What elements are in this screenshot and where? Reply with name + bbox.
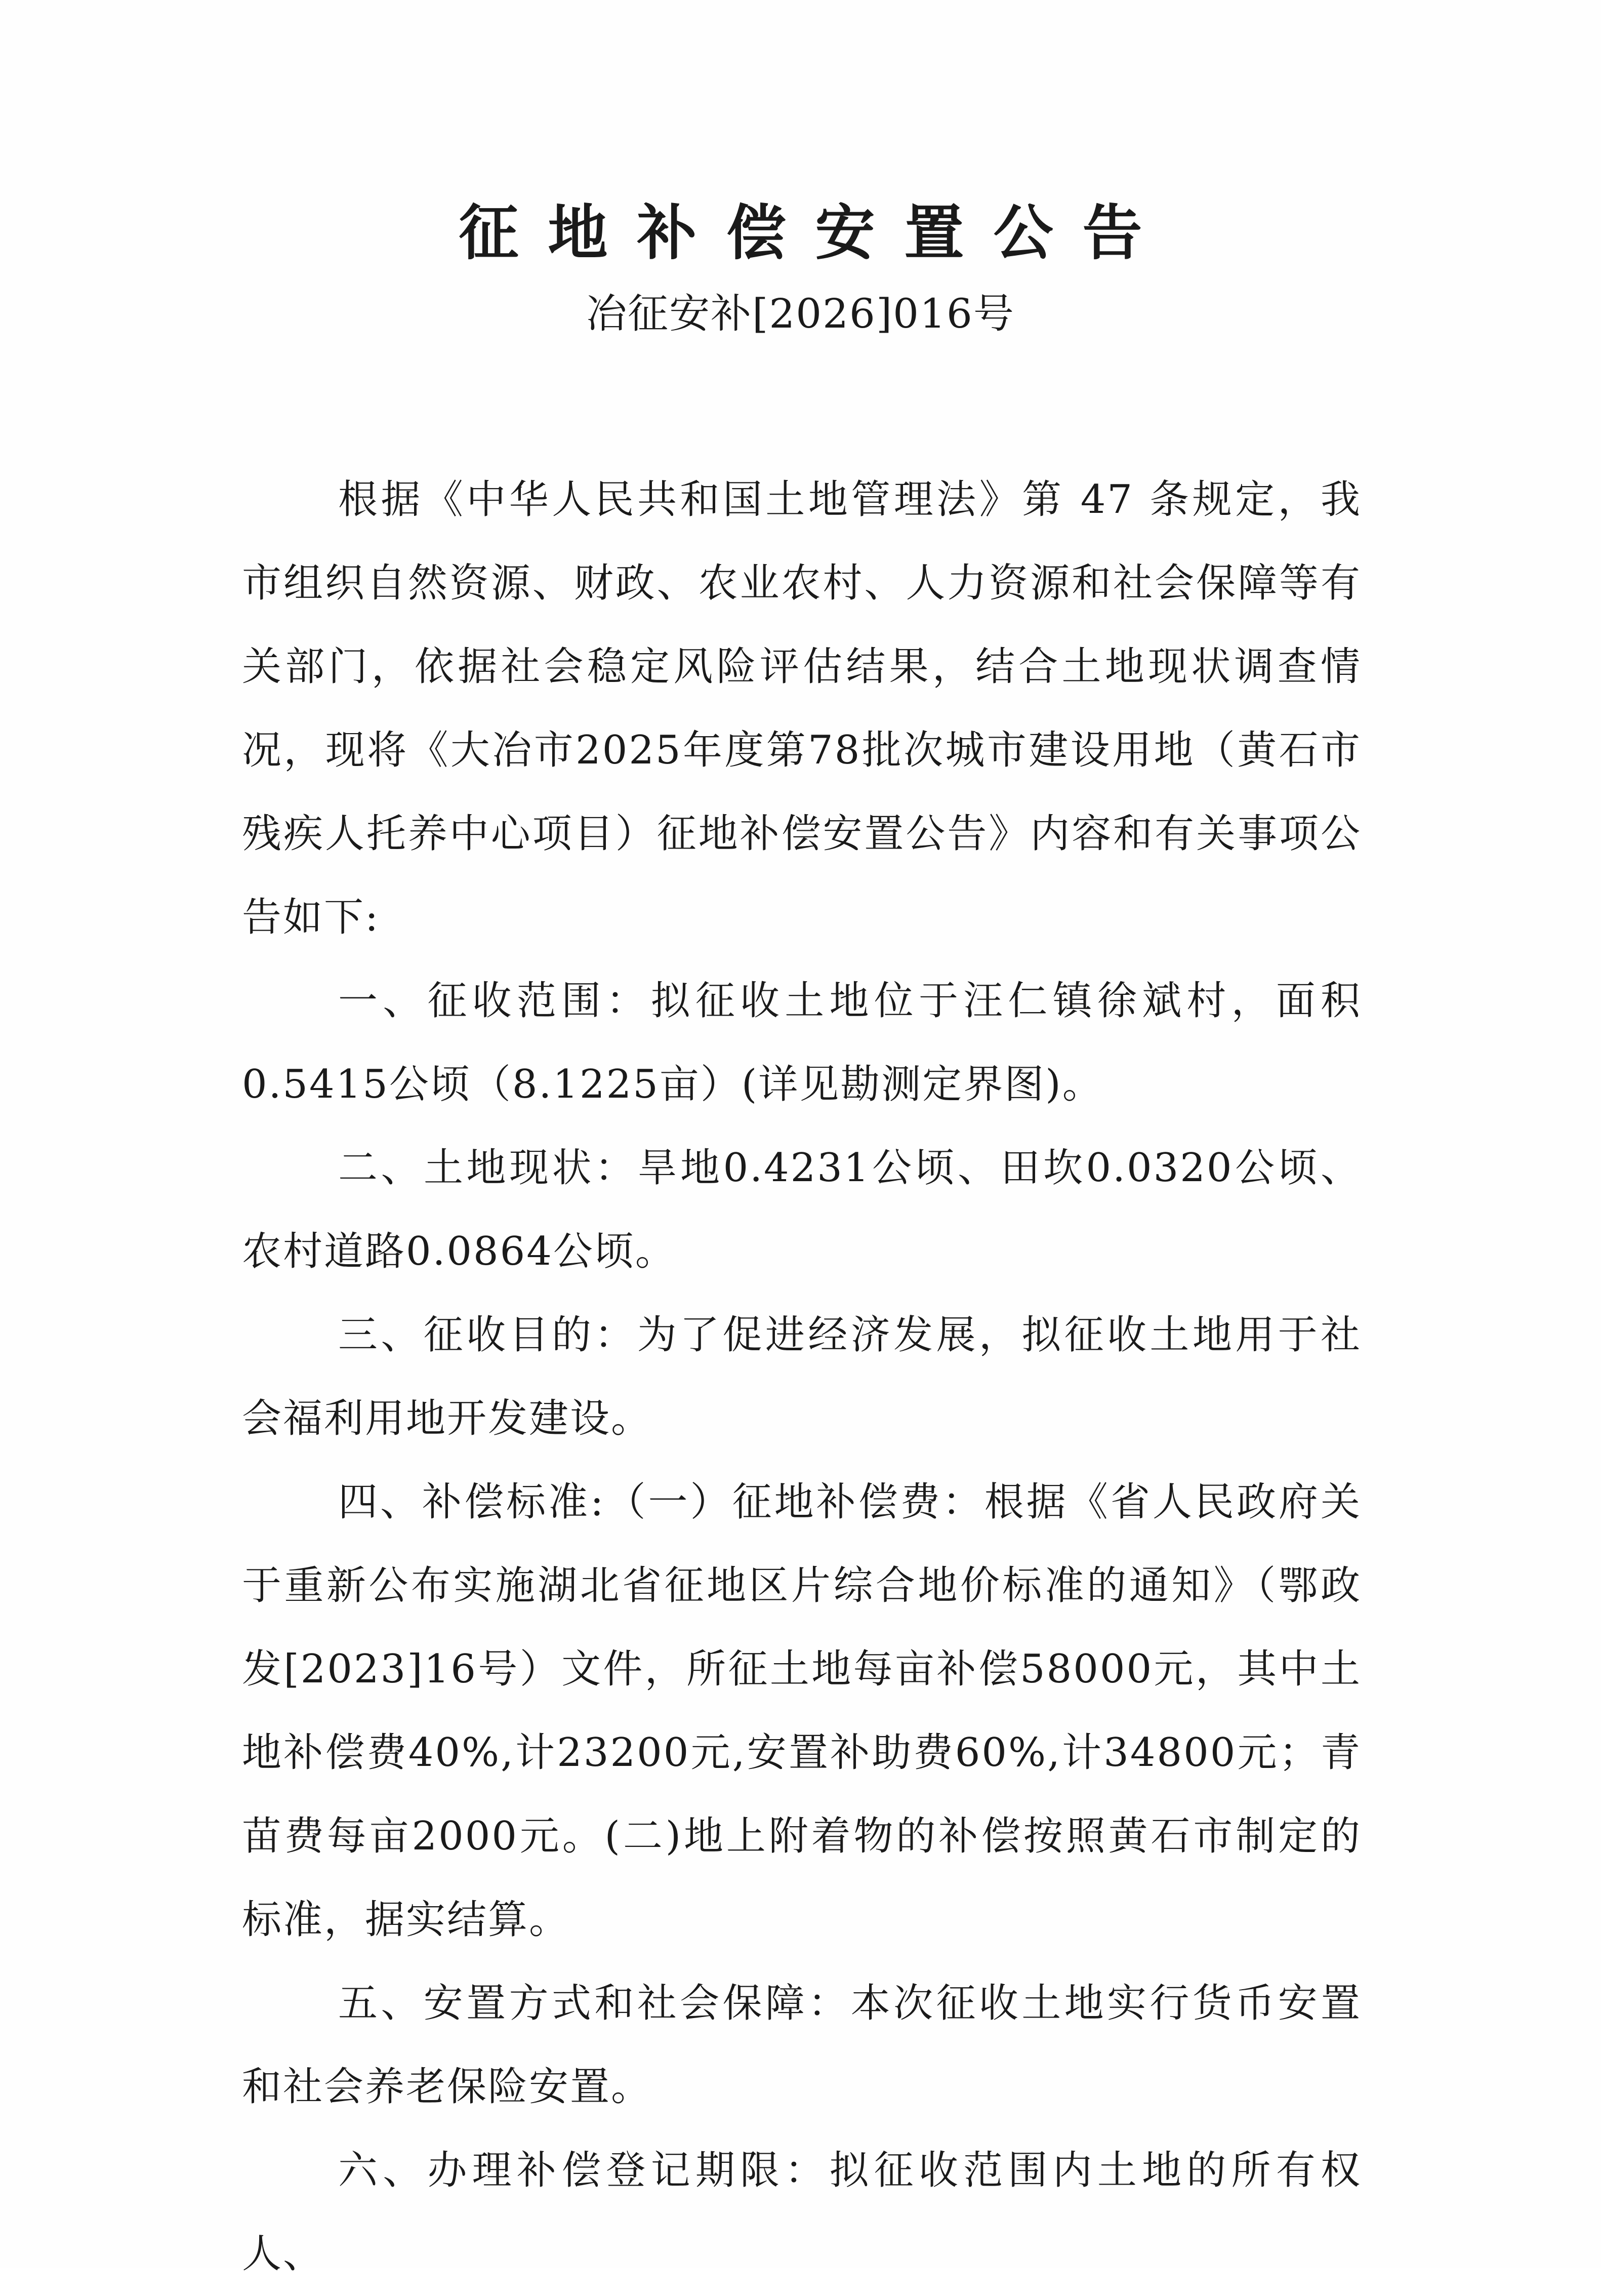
paragraph-land-status: 二、土地现状：旱地0.4231公顷、田坎0.0320公顷、农村道路0.0864公顷。 bbox=[242, 1145, 1362, 1274]
document-body bbox=[242, 458, 1362, 2296]
paragraph-resettlement: 五、安置方式和社会保障：本次征收土地实行货币安置和社会养老保险安置。 bbox=[242, 1981, 1362, 2110]
paragraph-purpose: 三、征收目的：为了促进经济发展，拟征收土地用于社会福利用地开发建设。 bbox=[242, 1312, 1362, 1441]
paragraph-compensation-standard: 四、补偿标准:（一）征地补偿费：根据《省人民政府关于重新公布实施湖北省征地区片综合地价标准的通知》（鄂政发[2023]16号）文件，所征土地每亩补偿58000元，其中土地补偿费40%,计23200元,安置补助费60%,计34800元；青苗费每亩2000元。(二)地上附着物的补偿按照黄石市制定的标准，据实结算。 bbox=[242, 1479, 1362, 1943]
paragraph-intro: 根据《中华人民共和国土地管理法》第 47 条规定，我市组织自然资源、财政、农业农村、人力资源和社会保障等有关部门，依据社会稳定风险评估结果，结合土地现状调查情况，现将《大冶市2025年度第78批次城市建设用地（黄石市残疾人托养中心项目）征地补偿安置公告》内容和有关事项公告如下: bbox=[242, 477, 1362, 940]
document-title: 征地补偿安置公告 bbox=[459, 198, 1172, 268]
paragraph-registration-deadline: 六、办理补偿登记期限：拟征收范围内土地的所有权人、 bbox=[242, 2148, 1362, 2277]
document-number: 冶征安补[2026]016号 bbox=[586, 290, 1015, 337]
paragraph-scope: 一、征收范围：拟征收土地位于汪仁镇徐斌村，面积0.5415公顷（8.1225亩）(详见勘测定界图)。 bbox=[242, 978, 1362, 1107]
